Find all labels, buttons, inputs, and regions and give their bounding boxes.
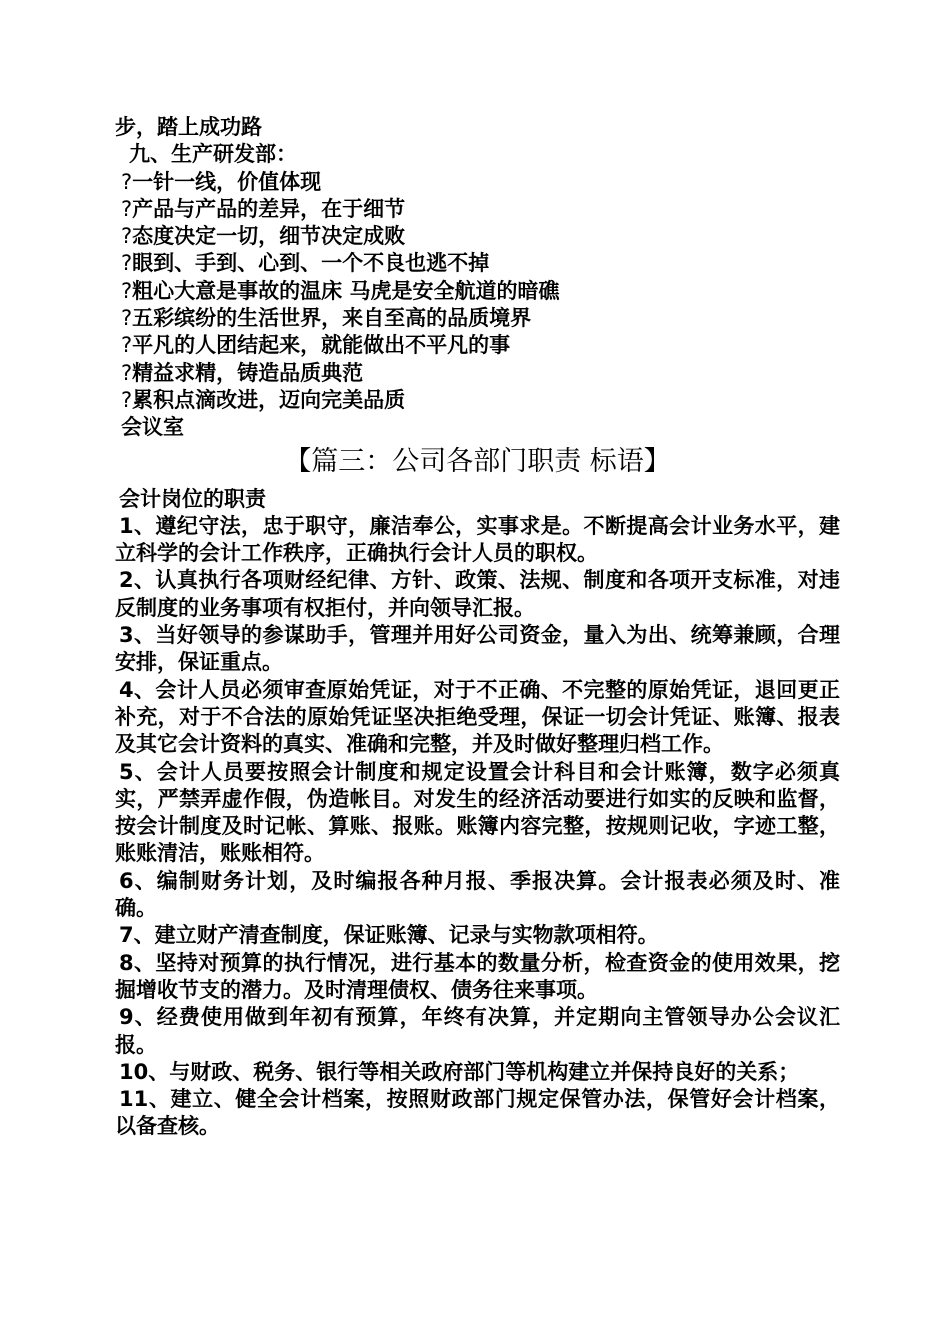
list-item: 2、认真执行各项财经纪律、方针、政策、法规、制度和各项开支标准，对违反制度的业务事项有权拒付，并向领导汇报。 [115, 568, 840, 620]
list-item: ?产品与产品的差异，在于细节 [121, 196, 406, 221]
list-item: 8、坚持对预算的执行情况，进行基本的数量分析，检查资金的使用效果，挖掘增收节支的潜力。及时清理债权、债务往来事项。 [115, 950, 840, 1002]
list-item: 3、当好领导的参谋助手，管理并用好公司资金，量入为出、统筹兼顾，合理安排，保证重点。 [115, 623, 840, 675]
list-item: ?一针一线，价值体现 [121, 169, 322, 194]
list-item: ?精益求精，铸造品质典范 [121, 360, 364, 385]
list-item: ?态度决定一切，细节决定成败 [121, 224, 406, 249]
list-item: 7、建立财产清查制度，保证账簿、记录与实物款项相符。 [119, 923, 659, 948]
document-body [115, 114, 840, 1141]
list-item: 9、经费使用做到年初有预算，年终有决算，并定期向主管领导办公会议汇报。 [115, 1005, 840, 1057]
slogan-list [115, 169, 840, 415]
duties-list [115, 513, 840, 1141]
meeting-room-label: 会议室 [121, 415, 184, 440]
list-item: 6、编制财务计划，及时编报各种月报、季报决算。会计报表必须及时、准确。 [115, 868, 840, 921]
chapter-title: 【篇三：公司各部门职责 标语】 [284, 445, 671, 477]
list-item: 10、与财政、税务、银行等相关政府部门等机构建立并保持良好的关系； [119, 1059, 800, 1084]
list-item: 4、会计人员必须审查原始凭证，对于不正确、不完整的原始凭证，退回更正补充，对于不合法的原始凭证坚决拒绝受理，保证一切会计凭证、账簿、报表及其它会计资料的真实、准确和完整，并及时做好整理归档工作。 [115, 677, 840, 757]
list-item: ?眼到、手到、心到、一个不良也逃不掉 [121, 251, 490, 276]
list-item: 1、遵纪守法，忠于职守，廉洁奉公，实事求是。不断提高会计业务水平，建立科学的会计工作秩序，正确执行会计人员的职权。 [115, 513, 840, 566]
list-item: ?五彩缤纷的生活世界，来自至高的品质境界 [121, 306, 532, 331]
list-item: 11、建立、健全会计档案，按照财政部门规定保管办法，保管好会计档案，以备查核。 [115, 1087, 840, 1139]
list-item: ?平凡的人团结起来，就能做出不平凡的事 [121, 333, 511, 358]
duties-title: 会计岗位的职责 [119, 486, 266, 511]
list-item: ?粗心大意是事故的温床 马虎是安全航道的暗礁 [121, 278, 560, 303]
section-heading: 九、生产研发部： [129, 142, 297, 167]
list-item: ?累积点滴改进，迈向完美品质 [121, 387, 406, 412]
continuation-text: 步，踏上成功路 [115, 115, 262, 139]
list-item: 5、会计人员要按照会计制度和规定设置会计科目和会计账簿，数字必须真实，严禁弄虚作假，伪造帐目。对发生的经济活动要进行如实的反映和监督，按会计制度及时记帐、算账、报账。账簿内容完整，按规则记收，字迹工整，账账清洁，账账相符。 [115, 759, 840, 866]
